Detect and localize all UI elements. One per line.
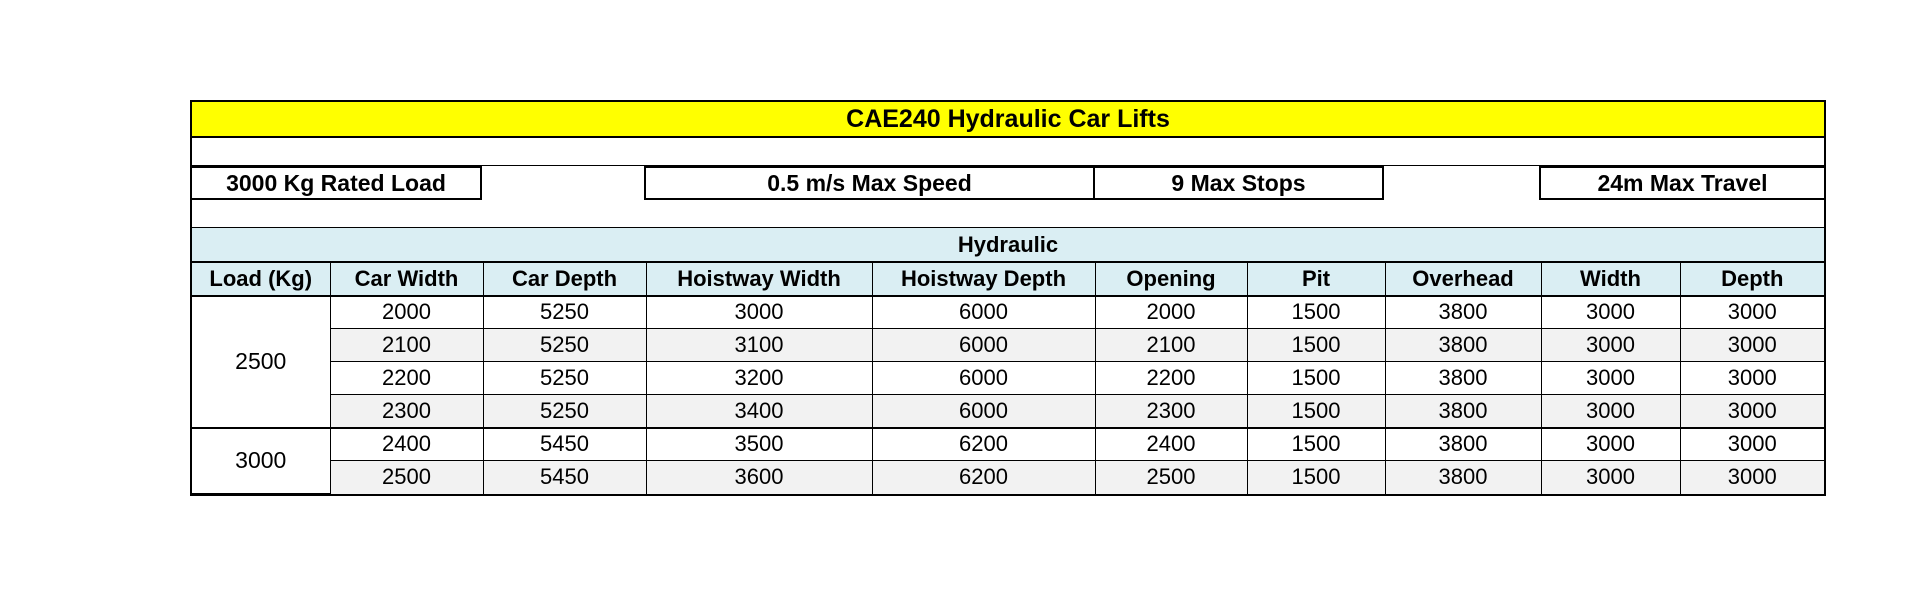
column-header: Car Depth [483, 263, 646, 296]
table-row [192, 461, 1824, 494]
table-cell: 1500 [1247, 362, 1385, 395]
table-cell: 5450 [483, 428, 646, 461]
table-cell: 3000 [1680, 362, 1824, 395]
table-cell: 2100 [330, 329, 483, 362]
table-cell: 5450 [483, 461, 646, 494]
table-cell: 3100 [646, 329, 872, 362]
spacer-row [192, 138, 1824, 166]
table-cell: 2300 [1095, 395, 1247, 428]
table-cell: 2400 [330, 428, 483, 461]
table-cell: 3600 [646, 461, 872, 494]
table-cell: 6000 [872, 395, 1095, 428]
table-cell: 2500 [1095, 461, 1247, 494]
table-cell: 3800 [1385, 461, 1541, 494]
column-header: Width [1541, 263, 1680, 296]
table-cell: 3400 [646, 395, 872, 428]
max-stops-box: 9 Max Stops [1093, 166, 1384, 200]
table-cell: 3500 [646, 428, 872, 461]
table-cell: 6000 [872, 296, 1095, 329]
load-group-cell: 3000 [192, 428, 330, 494]
table-cell: 5250 [483, 329, 646, 362]
table-cell: 3000 [1541, 329, 1680, 362]
column-header: Car Width [330, 263, 483, 296]
table-cell: 2000 [1095, 296, 1247, 329]
table-cell: 5250 [483, 362, 646, 395]
table-cell: 3000 [1541, 428, 1680, 461]
table-cell: 2500 [330, 461, 483, 494]
table-cell: 3000 [646, 296, 872, 329]
column-header: Overhead [1385, 263, 1541, 296]
column-header: Opening [1095, 263, 1247, 296]
column-header: Hoistway Depth [872, 263, 1095, 296]
column-header: Load (Kg) [192, 263, 330, 296]
dimensions-table [192, 262, 1824, 494]
table-cell: 1500 [1247, 296, 1385, 329]
table-cell: 6000 [872, 329, 1095, 362]
table-cell: 5250 [483, 395, 646, 428]
table-cell: 3800 [1385, 329, 1541, 362]
table-row [192, 329, 1824, 362]
column-header: Hoistway Width [646, 263, 872, 296]
table-cell: 6200 [872, 461, 1095, 494]
table-row [192, 428, 1824, 461]
table-cell: 3000 [1541, 395, 1680, 428]
table-cell: 3000 [1541, 296, 1680, 329]
table-cell: 2400 [1095, 428, 1247, 461]
table-cell: 1500 [1247, 329, 1385, 362]
table-cell: 2200 [330, 362, 483, 395]
car-lift-spec-sheet [190, 100, 1826, 496]
table-header-row [192, 263, 1824, 296]
table-cell: 5250 [483, 296, 646, 329]
table-cell: 3000 [1680, 428, 1824, 461]
table-cell: 3800 [1385, 296, 1541, 329]
table-row [192, 395, 1824, 428]
spec-summary-row [192, 166, 1824, 200]
table-cell: 3000 [1680, 296, 1824, 329]
table-row [192, 296, 1824, 329]
table-cell: 3800 [1385, 362, 1541, 395]
table-cell: 2300 [330, 395, 483, 428]
table-cell: 3000 [1541, 461, 1680, 494]
rated-load-box: 3000 Kg Rated Load [190, 166, 482, 200]
max-travel-box: 24m Max Travel [1539, 166, 1826, 200]
table-cell: 3000 [1680, 329, 1824, 362]
column-header: Depth [1680, 263, 1824, 296]
table-cell: 3000 [1680, 395, 1824, 428]
spacer-row [192, 200, 1824, 228]
section-header: Hydraulic [192, 228, 1824, 262]
table-row [192, 362, 1824, 395]
table-cell: 3200 [646, 362, 872, 395]
sheet-title: CAE240 Hydraulic Car Lifts [192, 102, 1824, 138]
max-speed-box: 0.5 m/s Max Speed [644, 166, 1095, 200]
table-cell: 1500 [1247, 428, 1385, 461]
table-cell: 6200 [872, 428, 1095, 461]
table-cell: 1500 [1247, 461, 1385, 494]
table-cell: 3000 [1680, 461, 1824, 494]
table-cell: 3000 [1541, 362, 1680, 395]
table-cell: 6000 [872, 362, 1095, 395]
table-cell: 2200 [1095, 362, 1247, 395]
table-cell: 1500 [1247, 395, 1385, 428]
load-group-cell: 2500 [192, 296, 330, 428]
table-cell: 3800 [1385, 428, 1541, 461]
column-header: Pit [1247, 263, 1385, 296]
table-cell: 2000 [330, 296, 483, 329]
table-cell: 3800 [1385, 395, 1541, 428]
table-cell: 2100 [1095, 329, 1247, 362]
